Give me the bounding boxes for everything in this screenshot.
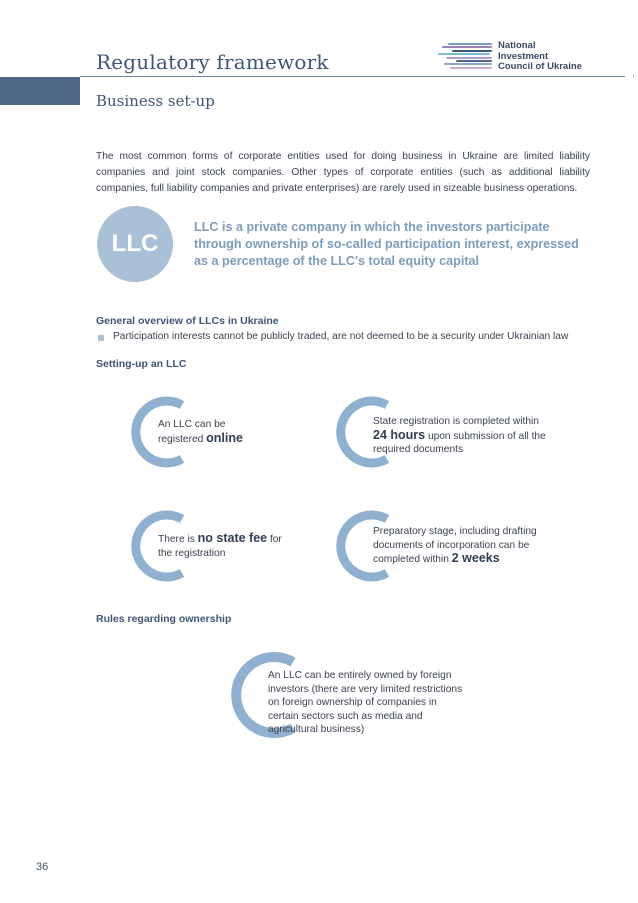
setup-item-2-post: upon submission of all the required documents — [373, 430, 546, 455]
setup-item-4 — [373, 525, 553, 567]
logo-stripe — [438, 53, 490, 55]
section-title: Business set-up — [96, 92, 215, 110]
header-accent-band — [0, 77, 80, 105]
setup-item-3-bold: no state fee — [197, 531, 268, 545]
edge-mark — [633, 74, 634, 78]
nicu-logo — [438, 40, 598, 72]
setup-item-3-pre: There is — [158, 534, 198, 545]
setup-item-1-pre: An LLC can be registered — [158, 419, 226, 445]
ownership-heading: Rules regarding ownership — [96, 613, 232, 625]
setup-item-1 — [158, 418, 268, 446]
setup-item-3 — [158, 532, 288, 560]
intro-paragraph: The most common forms of corporate entities used for doing business in Ukraine are limited liability companies and joint stock companies. Other types of corporate entities (such as additional liability companies, full liability companies and private enterprises) are rarely used in sizeable business operations. — [96, 151, 590, 194]
bullet-square-icon — [98, 335, 104, 341]
logo-stripe — [442, 46, 492, 48]
logo-text — [498, 41, 582, 73]
ownership-text: An LLC can be entirely owned by foreign investors (there are very limited restrictions on foreign ownership of companies in certain sectors such as media and agricultural business) — [268, 670, 463, 735]
logo-stripe — [452, 50, 492, 52]
page-title: Regulatory framework — [96, 50, 329, 74]
logo-line-3: Council of Ukraine — [498, 61, 582, 72]
logo-stripe — [456, 60, 492, 62]
setup-item-2-bold: 24 hours — [373, 427, 426, 442]
llc-badge: LLC — [97, 206, 173, 282]
logo-stripe — [446, 57, 492, 59]
logo-stripe — [444, 63, 492, 65]
header-divider — [80, 76, 625, 77]
page-number: 36 — [36, 861, 49, 873]
overview-bullet: Participation interests cannot be publicly traded, are not deemed to be a security under Ukrainian law — [113, 331, 569, 342]
setup-item-2 — [373, 415, 553, 457]
logo-stripe — [448, 43, 492, 45]
overview-heading: General overview of LLCs in Ukraine — [96, 315, 279, 327]
logo-line-1: National — [498, 40, 536, 51]
setup-item-4-bold: 2 weeks — [451, 551, 500, 565]
logo-line-2: Investment — [498, 50, 549, 62]
setup-item-2-pre: State registration is completed within — [373, 416, 539, 427]
logo-stripe — [450, 67, 492, 69]
llc-definition: LLC is a private company in which the investors participate through ownership of so-called participation interest, expressed as a percentage of the LLC's total equity capital — [194, 220, 579, 268]
setup-item-3-post: for the registration — [158, 534, 282, 559]
setup-item-4-pre: Preparatory stage, including drafting documents of incorporation can be completed within — [373, 526, 537, 565]
setup-item-1-bold: online — [206, 430, 243, 445]
setup-heading: Setting-up an LLC — [96, 358, 187, 370]
